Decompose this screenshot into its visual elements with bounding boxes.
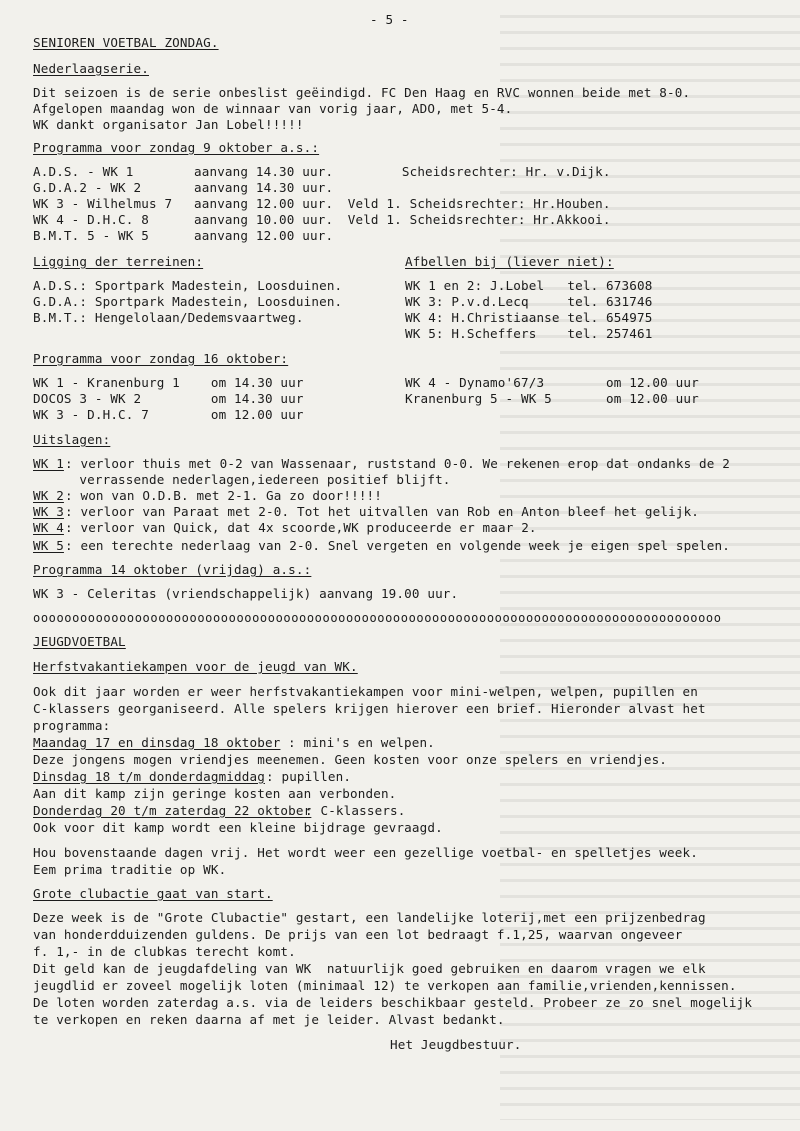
afbellen-item: WK 3: P.v.d.Lecq tel. 631746: [405, 294, 653, 309]
nederlaag-line: Dit seizoen is de serie onbeslist geëindigd. FC Den Haag en RVC wonnen beide met 8-0.: [33, 85, 691, 100]
prog9-heading: Programma voor zondag 9 oktober a.s.:: [33, 140, 320, 155]
kamp-desc: Aan dit kamp zijn geringe kosten aan verbonden.: [33, 786, 397, 801]
result-text: : verloor thuis met 0-2 van Wassenaar, ruststand 0-0. We rekenen erop dat ondanks de 2: [65, 456, 730, 471]
page-number: - 5 -: [370, 12, 409, 27]
prog16-match: DOCOS 3 - WK 2 om 14.30 uur: [33, 391, 304, 406]
kamp-date: Maandag 17 en dinsdag 18 oktober: [33, 735, 281, 750]
result-text: : verloor van Paraat met 2-0. Tot het uitvallen van Rob en Anton bleef het gelijk.: [65, 504, 700, 519]
kamp-group: : pupillen.: [266, 769, 352, 784]
result-text: : een terechte nederlaag van 2-0. Snel vergeten en volgende week je eigen spel spelen.: [65, 538, 730, 553]
terrein-item: A.D.S.: Sportpark Madestein, Loosduinen.: [33, 278, 343, 293]
match-extra: Veld 1. Scheidsrechter: Hr.Houben.: [340, 196, 611, 211]
section-title: SENIOREN VOETBAL ZONDAG.: [33, 35, 219, 50]
kamp-desc: Ook voor dit kamp wordt een kleine bijdrage gevraagd.: [33, 820, 443, 835]
jeugd-intro: C-klassers georganiseerd. Alle spelers krijgen hierover een brief. Hieronder alvast het: [33, 701, 706, 716]
match: WK 3 - Wilhelmus 7: [33, 196, 173, 211]
kamp-group: : C-klassers.: [305, 803, 406, 818]
clubactie-line: Deze week is de "Grote Clubactie" gestart, een landelijke loterij,met een prijzenbedrag: [33, 910, 706, 925]
result-team: WK 5: [33, 538, 64, 553]
clubactie-line: Dit geld kan de jeugdafdeling van WK natuurlijk goed gebruiken en daarom vragen we elk: [33, 961, 706, 976]
match-extra: Veld 1. Scheidsrechter: Hr.Akkooi.: [340, 212, 611, 227]
kamp-group: : mini's en welpen.: [288, 735, 435, 750]
prog16-heading: Programma voor zondag 16 oktober:: [33, 351, 289, 366]
section-divider: oooooooooooooooooooooooooooooooooooooooooooooooooooooooooooooooooooooooooooooooooooooooo: [33, 611, 722, 625]
kamp-date: Donderdag 20 t/m zaterdag 22 oktober: [33, 803, 312, 818]
result-team: WK 4: [33, 520, 64, 535]
jeugd-intro: programma:: [33, 718, 111, 733]
clubactie-line: jeugdlid er zoveel mogelijk loten (minimaal 12) te verkopen aan familie,vrienden,kennissen.: [33, 978, 737, 993]
clubactie-line: te verkopen en reken daarna af met je leider. Alvast bedankt.: [33, 1012, 505, 1027]
clubactie-line: De loten worden zaterdag a.s. via de leiders beschikbaar gesteld. Probeer ze zo snel mogelijk: [33, 995, 753, 1010]
clubactie-heading: Grote clubactie gaat van start.: [33, 886, 273, 901]
result-team: WK 1: [33, 456, 64, 471]
match-time: aanvang 14.30 uur.: [194, 180, 334, 195]
kamp-desc: Deze jongens mogen vriendjes meenemen. Geen kosten voor onze spelers en vriendjes.: [33, 752, 668, 767]
terrein-item: G.D.A.: Sportpark Madestein, Loosduinen.: [33, 294, 343, 309]
match-time: aanvang 10.00 uur.: [194, 212, 334, 227]
match-time: aanvang 12.00 uur.: [194, 228, 334, 243]
result-text: verrassende nederlagen,iedereen positief blijft.: [33, 472, 451, 487]
prog16-match: WK 3 - D.H.C. 7 om 12.00 uur: [33, 407, 304, 422]
afbellen-item: WK 5: H.Scheffers tel. 257461: [405, 326, 653, 341]
match-time: aanvang 12.00 uur.: [194, 196, 334, 211]
terreinen-heading: Ligging der terreinen:: [33, 254, 204, 269]
clubactie-line: f. 1,- in de clubkas terecht komt.: [33, 944, 296, 959]
prog14-heading: Programma 14 oktober (vrijdag) a.s.:: [33, 562, 312, 577]
match-time: aanvang 14.30 uur.: [194, 164, 334, 179]
result-team: WK 3: [33, 504, 64, 519]
afbellen-heading: Afbellen bij (liever niet):: [405, 254, 614, 269]
match: B.M.T. 5 - WK 5: [33, 228, 149, 243]
afbellen-item: WK 1 en 2: J.Lobel tel. 673608: [405, 278, 653, 293]
nederlaag-line: WK dankt organisator Jan Lobel!!!!!: [33, 117, 304, 132]
jeugd-heading: Herfstvakantiekampen voor de jeugd van WK.: [33, 659, 358, 674]
result-text: : won van O.D.B. met 2-1. Ga zo door!!!!!: [65, 488, 383, 503]
jeugd-intro: Ook dit jaar worden er weer herfstvakantiekampen voor mini-welpen, welpen, pupillen en: [33, 684, 698, 699]
nederlaag-heading: Nederlaagserie.: [33, 61, 149, 76]
prog16-match: Kranenburg 5 - WK 5 om 12.00 uur: [405, 391, 699, 406]
terrein-item: B.M.T.: Hengelolaan/Dedemsvaartweg.: [33, 310, 304, 325]
result-team: WK 2: [33, 488, 64, 503]
match: G.D.A.2 - WK 2: [33, 180, 142, 195]
match: A.D.S. - WK 1: [33, 164, 134, 179]
uitslagen-heading: Uitslagen:: [33, 432, 111, 447]
signature: Het Jeugdbestuur.: [390, 1037, 522, 1052]
prog16-match: WK 1 - Kranenburg 1 om 14.30 uur: [33, 375, 304, 390]
afbellen-item: WK 4: H.Christiaanse tel. 654975: [405, 310, 653, 325]
prog16-match: WK 4 - Dynamo'67/3 om 12.00 uur: [405, 375, 699, 390]
jeugd-outro: Hou bovenstaande dagen vrij. Het wordt weer een gezellige voetbal- en spelletjes week.: [33, 845, 698, 860]
nederlaag-line: Afgelopen maandag won de winnaar van vorig jaar, ADO, met 5-4.: [33, 101, 513, 116]
result-text: : verloor van Quick, dat 4x scoorde,WK produceerde er maar 2.: [65, 520, 537, 535]
kamp-date: Dinsdag 18 t/m donderdagmiddag: [33, 769, 265, 784]
match: WK 4 - D.H.C. 8: [33, 212, 149, 227]
match-extra: Scheidsrechter: Hr. v.Dijk.: [340, 164, 611, 179]
jeugd-outro: Eem prima traditie op WK.: [33, 862, 227, 877]
jeugd-title: JEUGDVOETBAL: [33, 634, 126, 649]
prog14-line: WK 3 - Celeritas (vriendschappelijk) aanvang 19.00 uur.: [33, 586, 459, 601]
clubactie-line: van honderdduizenden guldens. De prijs van een lot bedraagt f.1,25, waarvan ongeveer: [33, 927, 683, 942]
